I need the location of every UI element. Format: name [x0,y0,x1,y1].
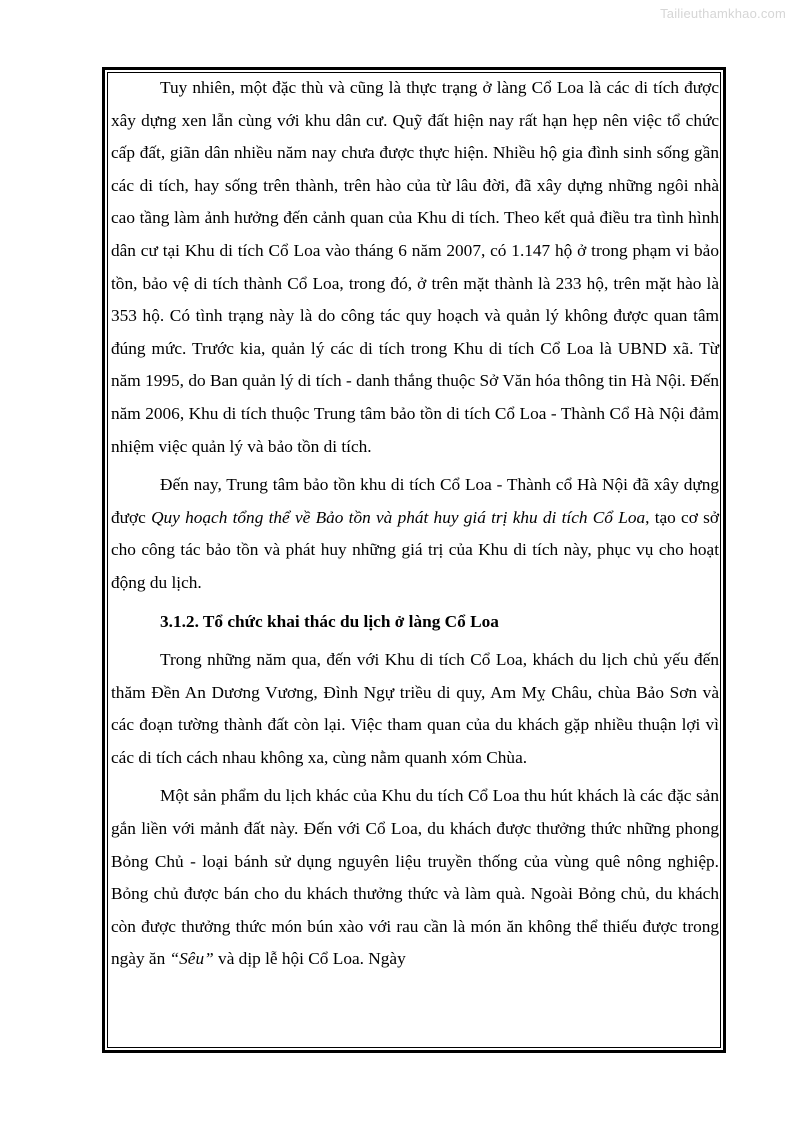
paragraph-1: Tuy nhiên, một đặc thù và cũng là thực trạng ở làng Cổ Loa là các di tích được xây dựng xen lẫn cùng với khu dân cư. Quỹ đất hiện nay rất hạn hẹp nên việc tổ chức cấp đất, giãn dân nhiều năm nay chưa được thực hiện. Nhiều hộ gia đình sinh sống gần các di tích, hay sống trên thành, trên hào của từ lâu đời, đã xây dựng những ngôi nhà cao tầng làm ảnh hưởng đến cảnh quan của Khu di tích. Theo kết quả điều tra tình hình dân cư tại Khu di tích Cổ Loa vào tháng 6 năm 2007, có 1.147 hộ ở trong phạm vi bảo tồn, bảo vệ di tích thành Cổ Loa, trong đó, ở trên mặt thành là 233 hộ, trên mặt hào là 353 hộ. Có tình trạng này là do công tác quy hoạch và quản lý không được quan tâm đúng mức. Trước kia, quản lý các di tích trong Khu di tích Cổ Loa là UBND xã. Từ năm 1995, do Ban quản lý di tích - danh thắng thuộc Sở Văn hóa thông tin Hà Nội. Đến năm 2006, Khu di tích thuộc Trung tâm bảo tồn di tích Cổ Loa - Thành Cổ Hà Nội đảm nhiệm việc quản lý và bảo tồn di tích. [111,78,719,456]
paragraph-3: Trong những năm qua, đến với Khu di tích Cổ Loa, khách du lịch chủ yếu đến thăm Đền An Dương Vương, Đình Ngự triều di quy, Am Mỵ Châu, chùa Bảo Sơn và các đoạn tường thành đất còn lại. Việc tham quan của du khách gặp nhiều thuận lợi vì các di tích cách nhau không xa, cùng nằm quanh xóm Chùa. [111,650,719,767]
paragraph-2 [111,469,719,599]
document-body [111,72,719,976]
paragraph-4-text-a: Một sản phẩm du lịch khác của Khu du tích Cổ Loa thu hút khách là các đặc sản gắn liền với mảnh đất này. Đến với Cổ Loa, du khách được thưởng thức những phong Bỏng Chủ - loại bánh sử dụng nguyên liệu truyền thống của vùng quê nông nghiệp. Bỏng chủ được bán cho du khách thưởng thức và làm quà. Ngoài Bỏng chủ, du khách còn được thưởng thức món bún xào với rau cần là món ăn không thể thiếu được trong ngày ăn [111,786,719,969]
paragraph-2-text-a: Đến nay, Trung tâm bảo tồn khu di tích Cổ Loa - Thành cổ Hà Nội đã xây dựng được [111,475,719,527]
watermark-text: Tailieuthamkhao.com [660,6,786,21]
section-heading: 3.1.2. Tổ chức khai thác du lịch ở làng Cổ Loa [160,611,499,631]
paragraph-4 [111,780,719,976]
paragraph-4-italic-term: “Sêu” [169,949,214,969]
paragraph-4-text-b: và dịp lễ hội Cổ Loa. Ngày [213,949,406,969]
paragraph-2-text-b: , tạo cơ sở cho công tác bảo tồn và phát huy những giá trị của Khu di tích này, phục vụ cho hoạt động du lịch. [111,507,719,592]
paragraph-2-italic-title: Quy hoạch tổng thể về Bảo tồn và phát huy giá trị khu di tích Cổ Loa [151,507,646,527]
